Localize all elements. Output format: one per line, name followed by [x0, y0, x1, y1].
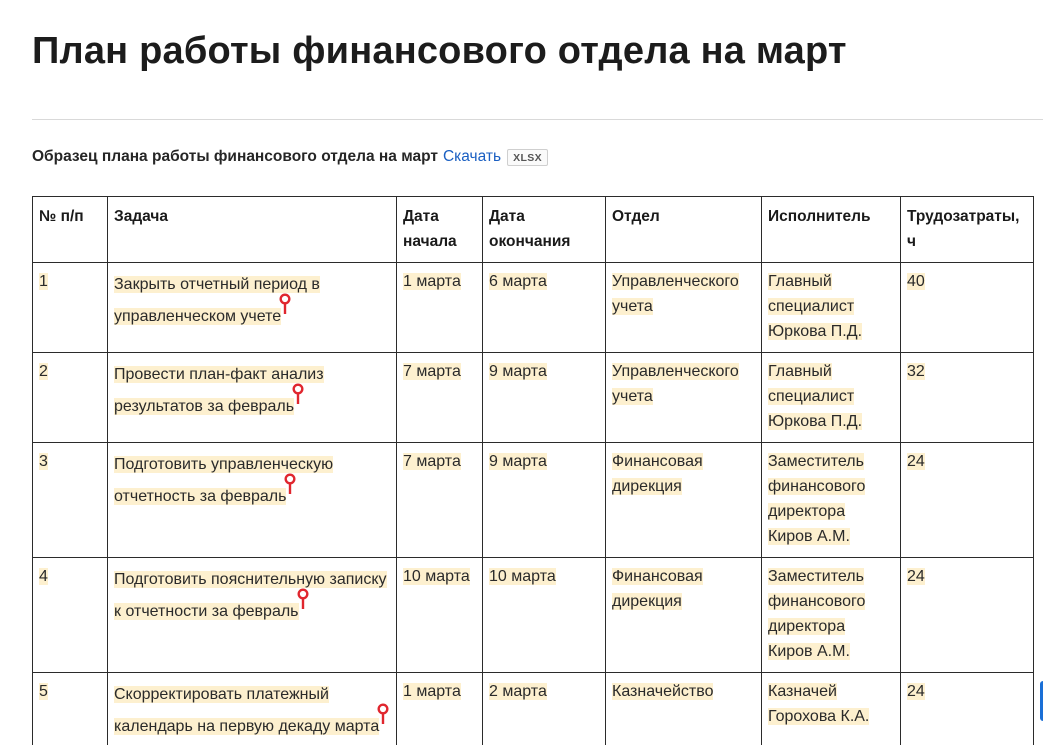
cell-executor-text: Главный специалист Юркова П.Д.	[768, 363, 863, 430]
cell-executor-text: Заместитель финансового директора Киров А.М.	[768, 568, 866, 660]
cell-executor	[762, 443, 901, 558]
cell-num	[33, 558, 108, 673]
cell-task-text: Скорректировать платежный календарь на первую декаду марта	[114, 686, 380, 735]
cell-start-text: 7 марта	[403, 453, 461, 470]
cell-effort-text: 40	[907, 273, 925, 290]
cell-start-text: 7 марта	[403, 363, 461, 380]
cell-num	[33, 353, 108, 443]
cell-dept	[606, 353, 762, 443]
cell-dept-text: Финансовая дирекция	[612, 568, 703, 610]
plan-table	[32, 196, 1034, 745]
cell-end	[483, 263, 606, 353]
cell-end	[483, 558, 606, 673]
cell-num	[33, 673, 108, 745]
cell-effort-text: 32	[907, 363, 925, 380]
map-pin-icon[interactable]	[297, 600, 307, 618]
cell-effort	[901, 443, 1034, 558]
sample-label: Образец плана работы финансового отдела на март	[32, 148, 438, 165]
header-effort: Трудозатраты, ч	[901, 197, 1034, 263]
cell-end-text: 10 марта	[489, 568, 556, 585]
cell-task	[108, 558, 397, 673]
cell-dept	[606, 443, 762, 558]
cell-num	[33, 443, 108, 558]
cell-effort-text: 24	[907, 453, 925, 470]
map-pin-icon[interactable]	[377, 715, 387, 733]
cell-dept-text: Управленческого учета	[612, 273, 739, 315]
cell-effort	[901, 263, 1034, 353]
cell-executor-text: Казначей Горохова К.А.	[768, 683, 870, 725]
cell-executor	[762, 558, 901, 673]
map-pin-icon[interactable]	[279, 305, 289, 323]
cell-task	[108, 673, 397, 745]
cell-task	[108, 353, 397, 443]
cell-start	[397, 263, 483, 353]
cell-end-text: 6 марта	[489, 273, 547, 290]
cell-effort	[901, 558, 1034, 673]
cell-task-text: Подготовить пояснительную записку к отчетности за февраль	[114, 571, 387, 620]
cell-effort	[901, 673, 1034, 745]
cell-start-text: 1 марта	[403, 683, 461, 700]
table-body	[33, 263, 1034, 745]
cell-task-text: Провести план-факт анализ результатов за февраль	[114, 366, 324, 415]
cell-num-text: 1	[39, 273, 48, 290]
cell-executor-text: Главный специалист Юркова П.Д.	[768, 273, 863, 340]
cell-effort-text: 24	[907, 568, 925, 585]
header-task: Задача	[108, 197, 397, 263]
cell-start	[397, 353, 483, 443]
map-pin-icon[interactable]	[284, 485, 294, 503]
cell-dept	[606, 558, 762, 673]
cell-effort	[901, 353, 1034, 443]
cell-end-text: 2 марта	[489, 683, 547, 700]
table-row	[33, 558, 1034, 673]
header-executor: Исполнитель	[762, 197, 901, 263]
download-link[interactable]: Скачать	[442, 148, 502, 165]
cell-num-text: 4	[39, 568, 48, 585]
header-num: № п/п	[33, 197, 108, 263]
cell-dept-text: Казначейство	[612, 683, 714, 700]
cell-start-text: 10 марта	[403, 568, 470, 585]
cell-executor	[762, 673, 901, 745]
cell-dept-text: Управленческого учета	[612, 363, 739, 405]
cell-executor	[762, 353, 901, 443]
cell-num-text: 3	[39, 453, 48, 470]
divider	[32, 119, 1043, 120]
cell-start-text: 1 марта	[403, 273, 461, 290]
cell-end	[483, 353, 606, 443]
cell-num-text: 2	[39, 363, 48, 380]
cell-num-text: 5	[39, 683, 48, 700]
table-row	[33, 443, 1034, 558]
cell-executor	[762, 263, 901, 353]
cell-end	[483, 443, 606, 558]
cell-end-text: 9 марта	[489, 363, 547, 380]
cell-start	[397, 558, 483, 673]
table-header-row	[33, 197, 1034, 263]
cell-num	[33, 263, 108, 353]
cell-start	[397, 443, 483, 558]
file-type-badge: XLSX	[507, 149, 548, 166]
cell-dept	[606, 263, 762, 353]
cell-dept	[606, 673, 762, 745]
cell-task	[108, 443, 397, 558]
header-start: Дата начала	[397, 197, 483, 263]
map-pin-icon[interactable]	[292, 395, 302, 413]
cell-executor-text: Заместитель финансового директора Киров А.М.	[768, 453, 866, 545]
sample-download-line	[32, 148, 548, 166]
header-end: Дата окончания	[483, 197, 606, 263]
cell-end-text: 9 марта	[489, 453, 547, 470]
cell-end	[483, 673, 606, 745]
table-row	[33, 353, 1034, 443]
page-title: План работы финансового отдела на март	[32, 30, 847, 72]
cell-dept-text: Финансовая дирекция	[612, 453, 703, 495]
cell-task-text: Закрыть отчетный период в управленческом учете	[114, 276, 320, 325]
table-row	[33, 673, 1034, 745]
cell-task-text: Подготовить управленческую отчетность за февраль	[114, 456, 334, 505]
table-row	[33, 263, 1034, 353]
cell-start	[397, 673, 483, 745]
cell-effort-text: 24	[907, 683, 925, 700]
header-dept: Отдел	[606, 197, 762, 263]
cell-task	[108, 263, 397, 353]
